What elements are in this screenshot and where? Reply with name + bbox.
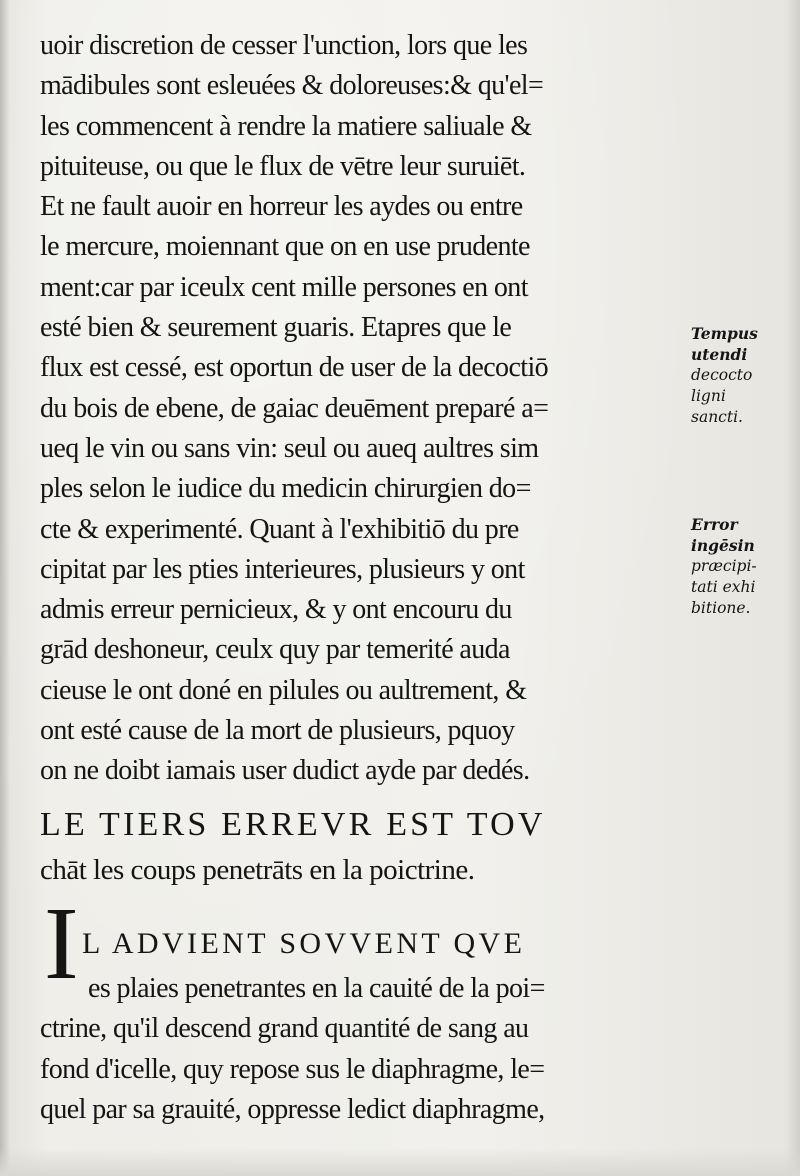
marginal-note-line: ingēsin xyxy=(691,536,755,555)
text-line: pituiteuse, ou que le flux de vētre leur suruiēt. xyxy=(40,150,526,182)
text-line: flux est cessé, est oportun de user de la decoctiō xyxy=(40,352,549,384)
marginal-note-tempus xyxy=(691,323,758,428)
marginal-note-line: decocto xyxy=(691,366,753,384)
text-line: les commencent à rendre la matiere saliuale & xyxy=(40,110,532,142)
text-line: ples selon le iudice du medicin chirurgien do= xyxy=(40,473,531,505)
text-line: es plaies penetrantes en la cauité de la poi= xyxy=(88,973,545,1004)
text-line: quel par sa grauité, oppresse ledict diaphragme, xyxy=(40,1093,545,1125)
marginal-note-line: utendi xyxy=(691,345,748,364)
marginal-note-line: præcipi- xyxy=(691,557,757,575)
drop-cap-initial: I xyxy=(44,886,79,1001)
page-edge-shadow xyxy=(0,1148,800,1176)
text-line: ctrine, qu'il descend grand quantité de sang au xyxy=(40,1013,529,1045)
second-paragraph xyxy=(40,969,695,1130)
text-line: mādibules sont esleuées & doloreuses:& qu'el= xyxy=(40,70,544,102)
text-line: grād deshoneur, ceulx quy par temerité auda xyxy=(40,634,510,666)
text-line: cte & experimenté. Quant à l'exhibitiō du pre xyxy=(40,513,519,545)
section-heading-caps: LE TIERS ERREVR EST TOV xyxy=(40,806,546,843)
text-line: ment:car par iceulx cent mille persones en ont xyxy=(40,271,528,303)
text-line: admis erreur pernicieux, & y ont encouru du xyxy=(40,594,512,626)
marginal-note-line: sancti. xyxy=(691,408,743,426)
marginal-note-line: Tempus xyxy=(691,324,758,343)
section-heading xyxy=(40,800,700,890)
marginal-note-line: bitione. xyxy=(691,599,751,617)
text-line: Et ne fault auoir en horreur les aydes ou entre xyxy=(40,191,523,223)
text-line: le mercure, moiennant que on en use prudente xyxy=(40,231,530,263)
main-text-block xyxy=(40,26,695,792)
text-line: ont esté cause de la mort de plusieurs, pquoy xyxy=(40,715,515,747)
text-line: uoir discretion de cesser l'unction, lors que les xyxy=(40,30,528,61)
text-line: esté bien & seurement guaris. Etapres que le xyxy=(40,312,512,344)
paragraph-opening-caps: L ADVIENT SOVVENT QVE xyxy=(82,927,526,960)
marginal-note-line: ligni xyxy=(691,387,726,405)
marginal-note-line: tati exhi xyxy=(691,578,756,596)
marginal-note-line: Error xyxy=(691,515,738,534)
text-line: on ne doibt iamais user dudict ayde par dedés. xyxy=(40,755,530,787)
marginal-note-error xyxy=(691,514,757,619)
text-line: fond d'icelle, quy repose sus le diaphragme, le= xyxy=(40,1053,545,1085)
text-line: du bois de ebene, de gaiac deuēment preparé a= xyxy=(40,392,549,424)
text-line: cieuse le ont doné en pilules ou aultrement, & xyxy=(40,674,527,706)
text-line: ueq le vin ou sans vin: seul ou aueq aultres sim xyxy=(40,432,539,464)
section-heading-subtitle: chāt les coups penetrāts en la poictrine. xyxy=(40,854,475,886)
page-edge-shadow xyxy=(0,0,10,1176)
page-edge-shadow xyxy=(786,0,800,1176)
text-line: cipitat par les pties interieures, plusieurs y ont xyxy=(40,553,525,585)
